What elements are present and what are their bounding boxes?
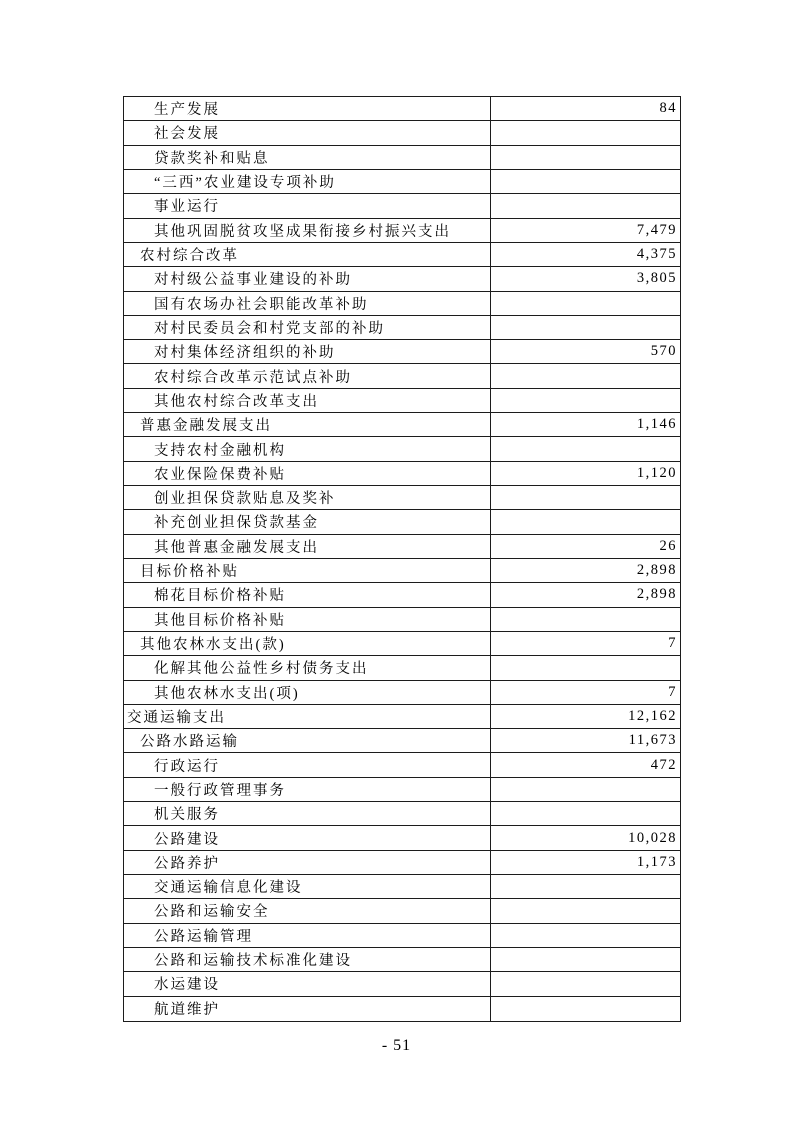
- item-label: 支持农村金融机构: [154, 442, 286, 459]
- table-row: [124, 924, 680, 948]
- page-number: - 51: [381, 1037, 412, 1054]
- amount-value: [490, 997, 680, 1021]
- amount-value: [490, 802, 680, 825]
- table-row: [124, 608, 680, 632]
- table-row: [124, 997, 680, 1021]
- amount-value: [490, 389, 680, 412]
- amount-value: [490, 292, 680, 315]
- table-row: [124, 194, 680, 218]
- table-row: [124, 267, 680, 291]
- amount-value: [490, 875, 680, 898]
- amount-value: [490, 146, 680, 169]
- item-label: 补充创业担保贷款基金: [154, 515, 319, 532]
- amount-value: 2,898: [490, 559, 680, 582]
- item-label: 棉花目标价格补贴: [154, 588, 286, 605]
- item-label: 其他目标价格补贴: [154, 612, 286, 629]
- table-row: [124, 535, 680, 559]
- amount-value: 84: [490, 97, 680, 120]
- item-label: 水运建设: [154, 977, 220, 994]
- amount-value: [490, 972, 680, 995]
- table-row: [124, 681, 680, 705]
- item-label: “三西”农业建设专项补助: [154, 175, 336, 192]
- table-row: [124, 316, 680, 340]
- table-row: [124, 121, 680, 145]
- table-row: [124, 632, 680, 656]
- table-row: [124, 559, 680, 583]
- amount-value: [490, 924, 680, 947]
- item-label: 交通运输信息化建设: [154, 880, 303, 897]
- table-row: [124, 243, 680, 267]
- amount-value: [490, 170, 680, 193]
- table-row: [124, 972, 680, 996]
- amount-value: 7,479: [490, 219, 680, 242]
- item-label: 一般行政管理事务: [154, 782, 286, 799]
- item-label: 社会发展: [154, 126, 220, 143]
- amount-value: [490, 194, 680, 217]
- table-row: [124, 219, 680, 243]
- item-label: 贷款奖补和贴息: [154, 150, 270, 167]
- item-label: 其他农林水支出(项): [154, 685, 300, 702]
- amount-value: [490, 486, 680, 509]
- item-label: 生产发展: [154, 102, 220, 119]
- item-label: 其他农林水支出(款): [140, 637, 286, 654]
- amount-value: 7: [490, 632, 680, 655]
- amount-value: 3,805: [490, 267, 680, 290]
- table-row: [124, 899, 680, 923]
- item-label: 国有农场办社会职能改革补助: [154, 296, 369, 313]
- amount-value: [490, 899, 680, 922]
- table-row: [124, 364, 680, 388]
- amount-value: 10,028: [490, 826, 680, 849]
- item-label: 公路运输管理: [154, 928, 253, 945]
- item-label: 其他农村综合改革支出: [154, 393, 319, 410]
- table-row: [124, 851, 680, 875]
- amount-value: [490, 316, 680, 339]
- table-row: [124, 97, 680, 121]
- table-row: [124, 705, 680, 729]
- table-row: [124, 826, 680, 850]
- amount-value: 1,146: [490, 413, 680, 436]
- item-label: 公路和运输安全: [154, 904, 270, 921]
- item-label: 其他普惠金融发展支出: [154, 539, 319, 556]
- amount-value: 11,673: [490, 729, 680, 752]
- table-row: [124, 656, 680, 680]
- table-row: [124, 753, 680, 777]
- item-label: 其他巩固脱贫攻坚成果衔接乡村振兴支出: [154, 223, 451, 240]
- amount-value: [490, 437, 680, 460]
- item-label: 创业担保贷款贴息及奖补: [154, 491, 336, 508]
- table-row: [124, 802, 680, 826]
- amount-value: [490, 121, 680, 144]
- amount-value: [490, 364, 680, 387]
- table-row: [124, 437, 680, 461]
- amount-value: 4,375: [490, 243, 680, 266]
- item-label: 公路和运输技术标准化建设: [154, 953, 352, 970]
- item-label: 对村集体经济组织的补助: [154, 345, 336, 362]
- item-label: 目标价格补贴: [140, 564, 239, 581]
- table-row: [124, 875, 680, 899]
- table-row: [124, 948, 680, 972]
- item-label: 公路建设: [154, 831, 220, 848]
- amount-value: [490, 778, 680, 801]
- amount-value: 2,898: [490, 583, 680, 606]
- item-label: 对村级公益事业建设的补助: [154, 272, 352, 289]
- item-label: 农村综合改革: [140, 248, 239, 265]
- item-label: 对村民委员会和村党支部的补助: [154, 320, 385, 337]
- amount-value: 12,162: [490, 705, 680, 728]
- item-label: 化解其他公益性乡村债务支出: [154, 661, 369, 678]
- item-label: 农业保险保费补贴: [154, 466, 286, 483]
- item-label: 公路水路运输: [140, 734, 239, 751]
- amount-value: 26: [490, 535, 680, 558]
- amount-value: 570: [490, 340, 680, 363]
- budget-expenditure-table: [123, 96, 681, 1022]
- amount-value: [490, 608, 680, 631]
- table-row: [124, 729, 680, 753]
- item-label: 航道维护: [154, 1002, 220, 1019]
- table-row: [124, 170, 680, 194]
- table-row: [124, 486, 680, 510]
- table-row: [124, 510, 680, 534]
- table-row: [124, 389, 680, 413]
- table-row: [124, 292, 680, 316]
- amount-value: [490, 510, 680, 533]
- item-label: 机关服务: [154, 807, 220, 824]
- table-row: [124, 146, 680, 170]
- table-row: [124, 462, 680, 486]
- item-label: 农村综合改革示范试点补助: [154, 369, 352, 386]
- table-row: [124, 340, 680, 364]
- item-label: 交通运输支出: [127, 709, 226, 726]
- table-row: [124, 778, 680, 802]
- item-label: 普惠金融发展支出: [140, 418, 272, 435]
- amount-value: [490, 656, 680, 679]
- amount-value: [490, 948, 680, 971]
- table-row: [124, 583, 680, 607]
- item-label: 公路养护: [154, 855, 220, 872]
- amount-value: 1,120: [490, 462, 680, 485]
- table-row: [124, 413, 680, 437]
- amount-value: 1,173: [490, 851, 680, 874]
- amount-value: 472: [490, 753, 680, 776]
- item-label: 行政运行: [154, 758, 220, 775]
- amount-value: 7: [490, 681, 680, 704]
- item-label: 事业运行: [154, 199, 220, 216]
